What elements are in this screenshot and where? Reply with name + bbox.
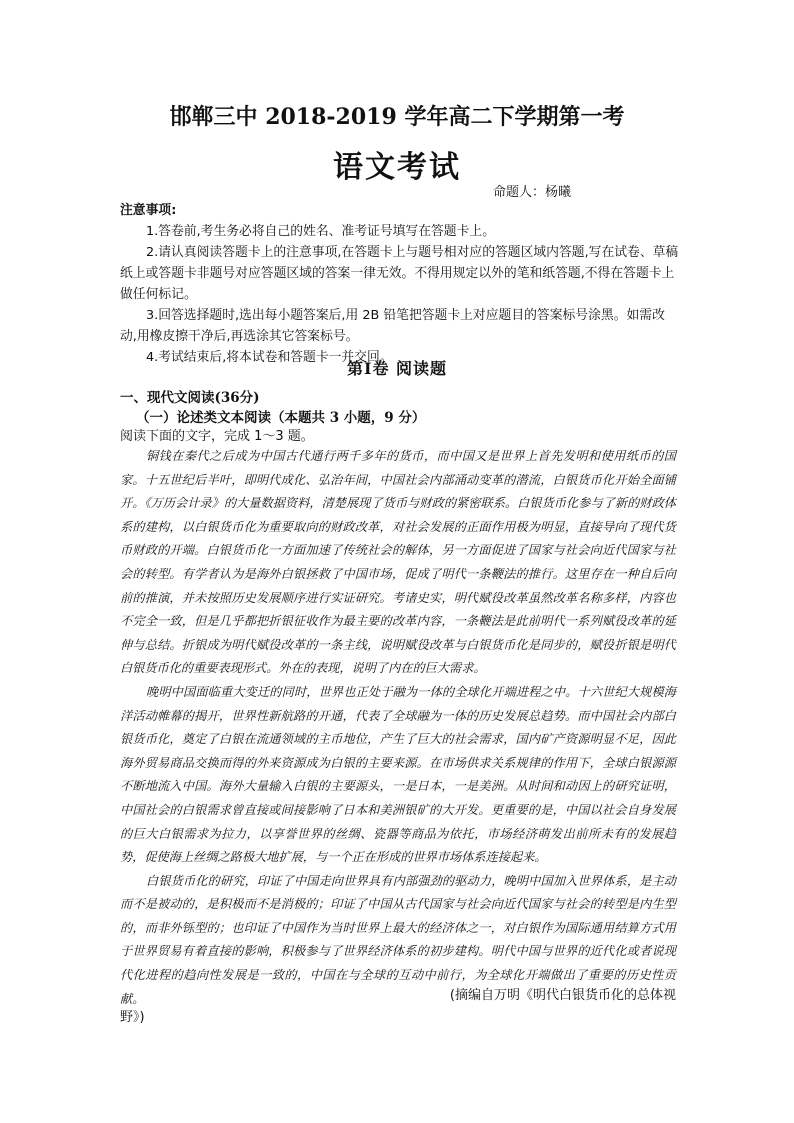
author-line: 命题人：杨曦 (493, 185, 572, 200)
article-source (120, 985, 676, 1029)
article-paragraph: 白银货币化的研究，印证了中国走向世界具有内部强劲的驱动力，晚明中国加入世界体系，是主动而不是被动的，是积极而不是消极的；印证了中国从古代国家与社会向近代国家与社会的转型是内生型的，而非外铄型的；也印证了中国作为当时世界上最大的经济体之一，对白银作为国际通用结算方式用于世界贸易有着直接的影响，积极参与了世界经济体系的初步建构。明代中国与世界的近代化或者说现代化进程的趋向性发展是一致的，中国在与全球的互动中前行，为全球化开端做出了重要的历史性贡献。 (120, 873, 676, 1006)
notice-item: 3.回答选择题时,选出每小题答案后,用 2B 铅笔把答题卡上对应题目的答案标号涂黑。如需改动,用橡皮擦干净后,再选涂其它答案标号。 (120, 308, 665, 344)
notice-item: 1.答卷前,考生务必将自己的姓名、准考证号填写在答题卡上。 (146, 224, 495, 239)
subject-title: 语文考试 (333, 150, 461, 185)
reading-instruction: 阅读下面的文字，完成 1～3 题。 (120, 429, 314, 444)
notice-block (120, 200, 680, 368)
source-line-2: 野》) (120, 1010, 145, 1025)
sub-heading: （一）论述类文本阅读（本题共 3 小题，9 分） (136, 410, 426, 426)
article-paragraph: 铜钱在秦代之后成为中国古代通行两千多年的货币，而中国又是世界上首先发明和使用纸币的国家。十五世纪后半叶，即明代成化、弘治年间，中国社会内部涌动变革的潜流，白银货币化开始全面铺开。《万历会计录》的大量数据资料，清楚展现了货币与财政的紧密联系。白银货币化参与了新的财政体系的建构，以白银货币化为重要取向的财政改革，对社会发展的正面作用极为明显，直接导向了现代货币财政的开端。白银货币化一方面加速了传统社会的解体，另一方面促进了国家与社会向近代国家与社会的转型。有学者认为是海外白银拯救了中国市场，促成了明代一条鞭法的推行。这里存在一种自后向前的推演，并未按照历史发展顺序进行实证研究。考诸史实，明代赋役改革虽然改革名称多样，内容也不完全一致，但是几乎都把折银征收作为最主要的改革内容，一条鞭法是此前明代一系列赋役改革的延伸与总结。折银成为明代赋役改革的一条主线，说明赋役改革与白银货币化是同步的，赋役折银是明代白银货币化的重要表现形式。外在的表现，说明了内在的巨大需求。 (120, 449, 676, 676)
section-title: 第Ⅰ卷 阅读题 (346, 359, 448, 378)
notice-item: 2.请认真阅读答题卡上的注意事项,在答题卡上与题号相对应的答题区域内答题,写在试卷、草稿纸上或答题卡非题号对应答题区域的答案一律无效。不得用规定以外的笔和纸答题,不得在答题卡上做任何标记。 (120, 245, 679, 302)
reading-article (120, 445, 676, 1011)
source-line-1: (摘编自万明《明代白银货币化的总体视 (449, 988, 676, 1003)
notice-item: 4.考试结束后,将本试卷和答题卡一并交回。 (146, 350, 393, 365)
exam-title: 邯郸三中 2018-2019 学年高二下学期第一考 (169, 104, 625, 130)
article-paragraph: 晚明中国面临重大变迁的同时，世界也正处于融为一体的全球化开端进程之中。十六世纪大规模海洋活动帷幕的揭开，世界性新航路的开通，代表了全球融为一体的历史发展总趋势。而中国社会内部白银货币化，奠定了白银在流通领域的主币地位，产生了巨大的社会需求，国内矿产资源明显不足，因此海外贸易商品交换而得的外来资源成为白银的主要来源。在市场供求关系规律的作用下，全球白银源源不断地流入中国。海外大量输入白银的主要源头，一是日本，一是美洲。从时间和动因上的研究证明，中国社会的白银需求曾直接或间接影响了日本和美洲银矿的大开发。更重要的是，中国以社会自身发展的巨大白银需求为拉力，以享誉世界的丝绸、瓷器等商品为依托，市场经济萌发出前所未有的发展趋势，促使海上丝绸之路极大地扩展，与一个正在形成的世界市场体系连接起来。 (120, 684, 676, 865)
notice-heading: 注意事项: (120, 203, 177, 218)
part-heading: 一、现代文阅读(36分) (120, 390, 260, 406)
